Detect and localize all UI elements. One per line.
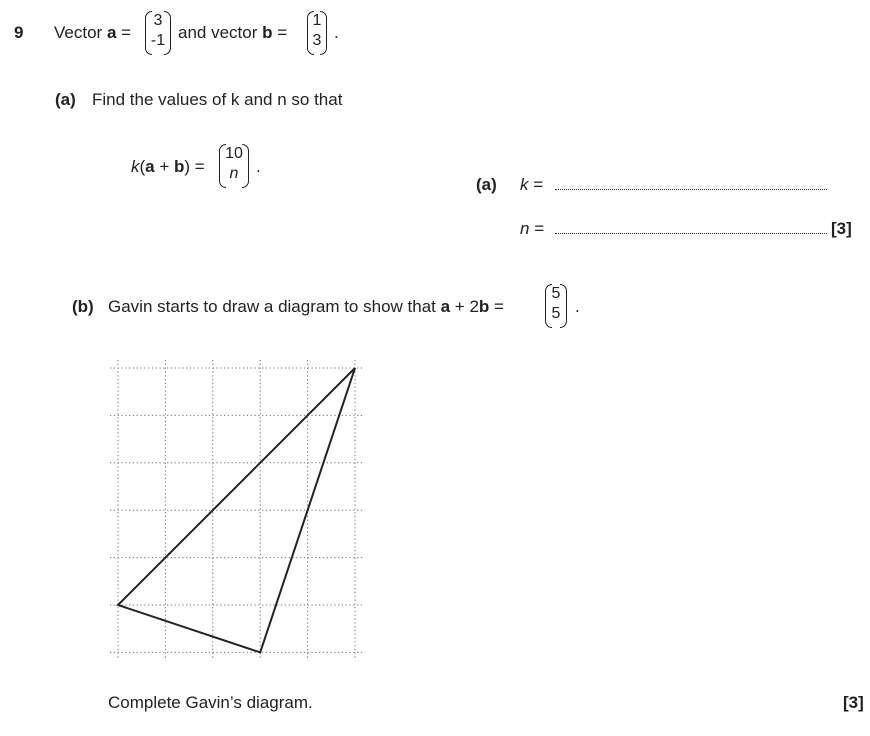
stem-period: . bbox=[334, 23, 339, 42]
k-answer-line[interactable] bbox=[555, 189, 827, 190]
result-vector-column bbox=[219, 144, 249, 188]
vector-word: Vector bbox=[54, 23, 103, 42]
question-number: 9 bbox=[14, 23, 24, 42]
expr-open: ( bbox=[139, 157, 146, 176]
expr-plus-two: + 2 bbox=[450, 297, 479, 316]
right-paren bbox=[242, 144, 249, 188]
part-a-marks: [3] bbox=[831, 219, 852, 238]
expression-period: . bbox=[256, 157, 261, 176]
n-answer-line[interactable] bbox=[555, 233, 827, 234]
equals-sign: = bbox=[121, 23, 132, 42]
question-stem bbox=[54, 23, 131, 43]
vector-b-column bbox=[307, 11, 327, 55]
expr-a: a bbox=[440, 297, 451, 316]
part-a-label: (a) bbox=[55, 90, 76, 109]
right-paren bbox=[164, 11, 171, 55]
k-answer-label bbox=[520, 175, 543, 195]
expr-a: a bbox=[145, 157, 155, 176]
n-answer-label bbox=[520, 219, 544, 239]
k-symbol: k bbox=[520, 175, 529, 194]
expr-close: ) = bbox=[184, 157, 205, 176]
part-a-instruction: Find the values of k and n so that bbox=[92, 90, 343, 109]
answer-a-label: (a) bbox=[476, 175, 497, 194]
part-b-vector-column bbox=[545, 284, 567, 328]
vector-a-bottom: -1 bbox=[150, 32, 166, 49]
result-vector-top: 10 bbox=[225, 145, 243, 162]
n-symbol: n bbox=[520, 219, 530, 238]
expr-k: k bbox=[131, 157, 140, 176]
part-b-instruction-line bbox=[108, 297, 504, 317]
vector-b-bottom: 3 bbox=[312, 32, 322, 49]
part-b-vector-bottom: 5 bbox=[551, 305, 561, 322]
part-b-marks: [3] bbox=[843, 693, 864, 712]
completion-instruction: Complete Gavin’s diagram. bbox=[108, 693, 313, 712]
and-vector-text: and vector bbox=[178, 23, 258, 42]
right-paren bbox=[560, 284, 567, 328]
right-paren bbox=[320, 11, 327, 55]
part-b-vector-top: 5 bbox=[551, 285, 561, 302]
part-b-label: (b) bbox=[72, 297, 94, 316]
part-a-expression bbox=[131, 157, 205, 177]
part-b-instruction: Gavin starts to draw a diagram to show that bbox=[108, 297, 436, 316]
result-vector-bottom: n bbox=[229, 165, 239, 182]
vector-diagram[interactable] bbox=[100, 350, 370, 670]
vector-b-name: b bbox=[262, 23, 273, 42]
vector-a-name: a bbox=[106, 23, 117, 42]
expr-plus: + bbox=[154, 157, 175, 176]
equals-sign: = bbox=[533, 175, 544, 194]
vector-a-top: 3 bbox=[153, 12, 163, 29]
expr-b: b bbox=[174, 157, 185, 176]
vector-b-top: 1 bbox=[312, 12, 322, 29]
expr-b: b bbox=[478, 297, 490, 316]
question-stem-b bbox=[178, 23, 287, 43]
expr-eq: = bbox=[489, 297, 504, 316]
part-b-period: . bbox=[575, 297, 580, 316]
equals-sign: = bbox=[534, 219, 545, 238]
equals-sign: = bbox=[277, 23, 288, 42]
vector-a-column bbox=[145, 11, 171, 55]
